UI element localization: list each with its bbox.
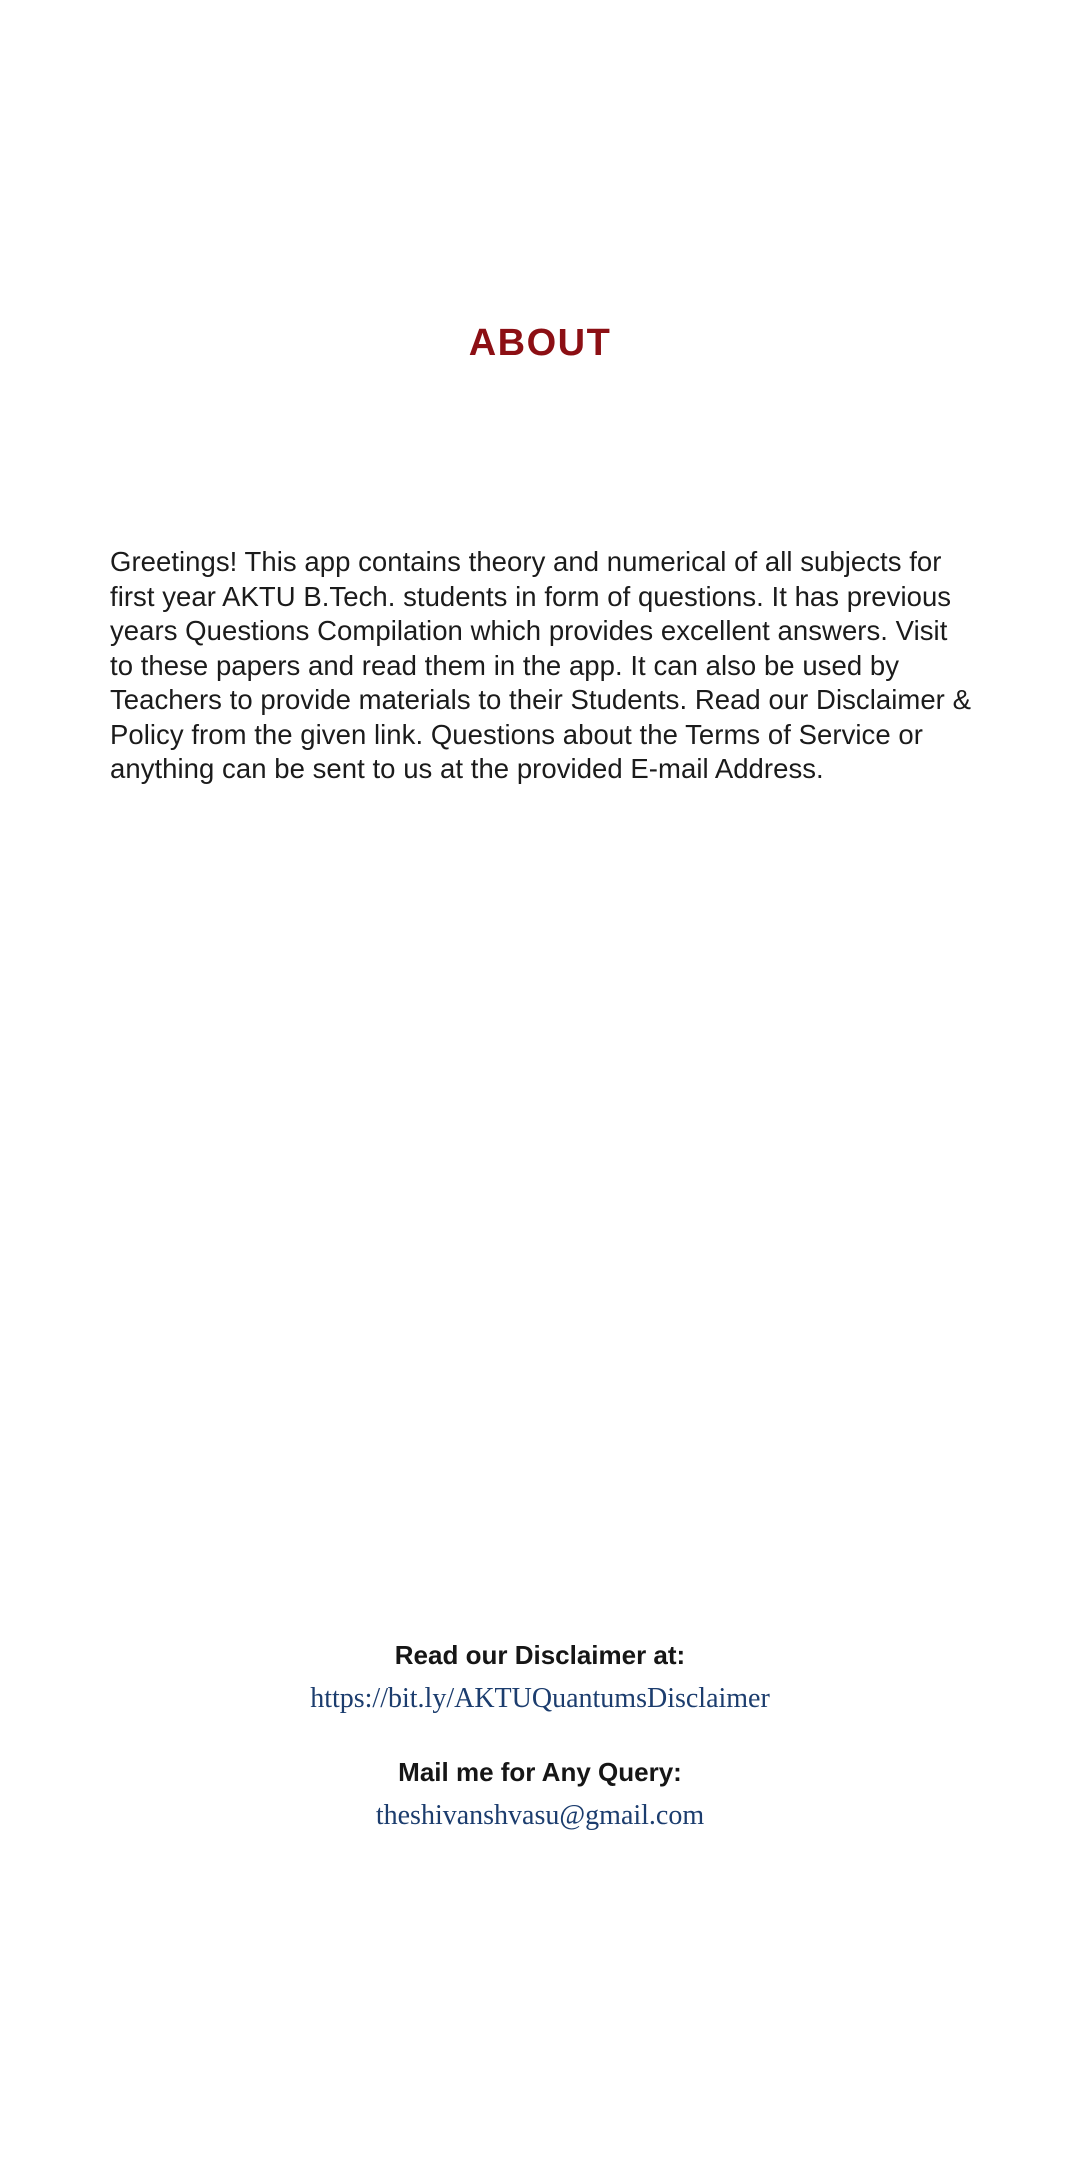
footer <box>0 1638 1080 1836</box>
mail-label: Mail me for Any Query: <box>398 1757 682 1787</box>
page-title: ABOUT <box>468 322 612 364</box>
disclaimer-link[interactable]: https://bit.ly/AKTUQuantumsDisclaimer <box>310 1683 770 1714</box>
disclaimer-label: Read our Disclaimer at: <box>394 1640 686 1670</box>
about-description: Greetings! This app contains theory and numerical of all subjects for first year AKTU B.Tech. students in form of questions. It has previous years Questions Compilation which provides excellent answers. Visit to these papers and read them in the app. It can also be used by Teachers to provide materials to their Students. Read our Disclaimer & Policy from the given link. Questions about the Terms of Service or anything can be sent to us at the provided E-mail Address. <box>110 546 971 784</box>
email-link[interactable]: theshivanshvasu@gmail.com <box>375 1800 705 1831</box>
footer-spacer <box>0 1719 1080 1755</box>
